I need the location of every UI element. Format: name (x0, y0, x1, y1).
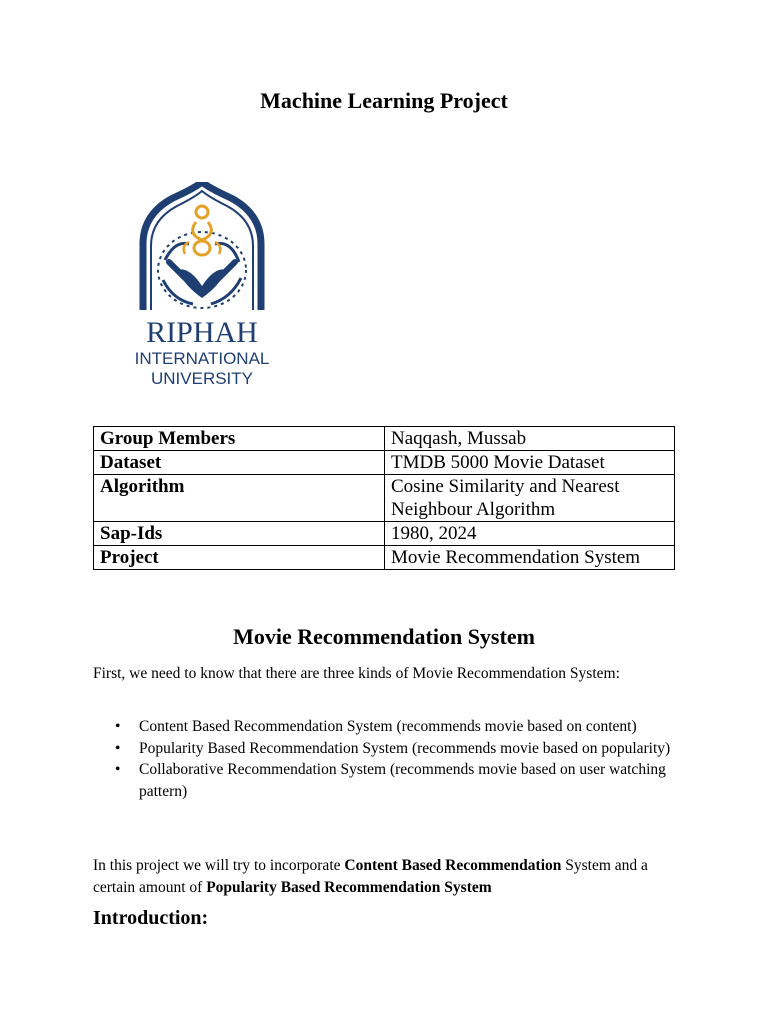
paragraph-text: System and a certain amount of (93, 857, 648, 896)
list-item: • Content Based Recommendation System (recommends movie based on content) (93, 716, 683, 738)
paragraph-bold-text: Content Based Recommendation (344, 857, 562, 874)
row-value-project: Movie Recommendation System (385, 546, 675, 570)
row-key-algorithm: Algorithm (94, 475, 385, 522)
list-item: • Collaborative Recommendation System (recommends movie based on user watching pattern) (93, 759, 683, 802)
table-row (94, 475, 675, 522)
intro-paragraph: First, we need to know that there are three kinds of Movie Recommendation System: (93, 665, 620, 682)
recommendation-types-list (93, 716, 683, 802)
row-key-project: Project (94, 546, 385, 570)
row-key-sap-ids: Sap-Ids (94, 522, 385, 546)
project-info-table (93, 426, 675, 570)
table-row (94, 451, 675, 475)
list-item: • Popularity Based Recommendation System (recommends movie based on popularity) (93, 738, 683, 760)
introduction-heading: Introduction: (93, 907, 209, 929)
row-value-dataset: TMDB 5000 Movie Dataset (385, 451, 675, 475)
logo-name-line1: RIPHAH (146, 316, 258, 349)
paragraph-bold-text: Popularity Based Recommendation System (206, 879, 492, 896)
university-logo (93, 182, 311, 390)
section-heading: Movie Recommendation System (233, 624, 535, 649)
paragraph-text: In this project we will try to incorporate (93, 857, 345, 874)
row-value-algorithm: Cosine Similarity and Nearest Neighbour Algorithm (385, 475, 675, 522)
row-value-sap-ids: 1980, 2024 (385, 522, 675, 546)
table-row (94, 427, 675, 451)
project-scope-paragraph (93, 855, 683, 899)
row-key-dataset: Dataset (94, 451, 385, 475)
logo-name-line3: UNIVERSITY (150, 369, 254, 388)
row-value-group-members: Naqqash, Mussab (385, 427, 675, 451)
row-key-group-members: Group Members (94, 427, 385, 451)
table-row (94, 522, 675, 546)
logo-name-line2: INTERNATIONAL (134, 349, 270, 368)
document-title: Machine Learning Project (260, 88, 508, 113)
table-row (94, 546, 675, 570)
